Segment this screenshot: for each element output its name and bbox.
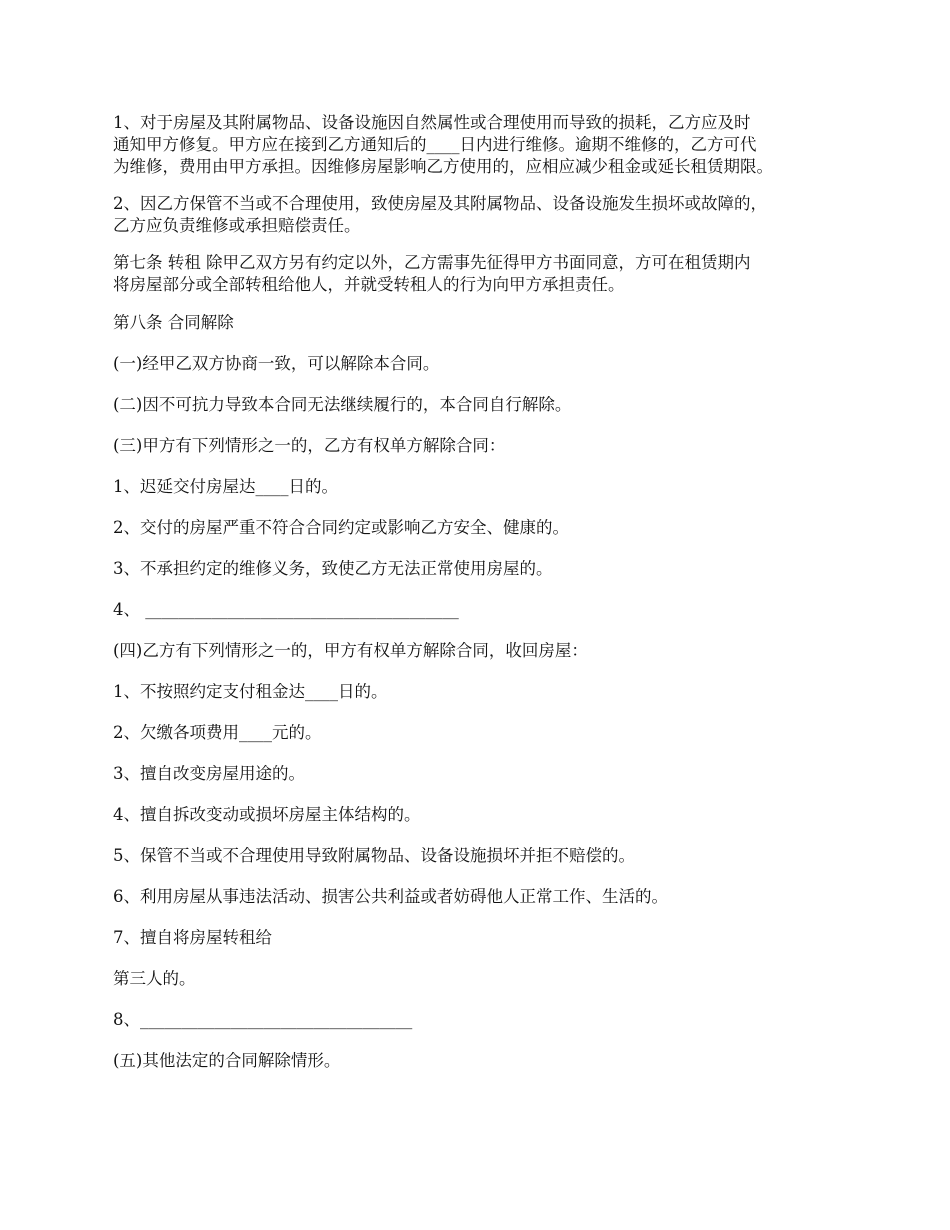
list-item-continuation: 第三人的。	[113, 969, 196, 988]
article-8-heading: 第八条 合同解除	[113, 313, 234, 332]
termination-item: (一)经甲乙双方协商一致，可以解除本合同。	[113, 354, 440, 373]
text-line: 通知甲方修复。甲方应在接到乙方通知后的____日内进行维修。逾期不维修的，乙方可代	[113, 135, 757, 154]
termination-item: (四)乙方有下列情形之一的，甲方有权单方解除合同，收回房屋：	[113, 641, 588, 660]
list-item-blank: 8、_________________________________	[113, 1010, 413, 1029]
list-item: 2、交付的房屋严重不符合合同约定或影响乙方安全、健康的。	[113, 518, 569, 537]
list-item: 5、保管不当或不合理使用导致附属物品、设备设施损坏并拒不赔偿的。	[113, 846, 635, 865]
list-item: 6、利用房屋从事违法活动、损害公共利益或者妨碍他人正常工作、生活的。	[113, 887, 668, 906]
list-item-blank: 4、 ______________________________________	[113, 600, 459, 619]
list-item: 4、擅自拆改变动或损坏房屋主体结构的。	[113, 805, 421, 824]
termination-item: (二)因不可抗力导致本合同无法继续履行的，本合同自行解除。	[113, 395, 572, 414]
clause-repair-paragraph	[113, 112, 853, 178]
clause-damage-paragraph	[113, 193, 853, 237]
text-line: 将房屋部分或全部转租给他人，并就受转租人的行为向甲方承担责任。	[113, 275, 625, 294]
text-line: 2、因乙方保管不当或不合理使用，致使房屋及其附属物品、设备设施发生损坏或故障的，	[113, 194, 767, 213]
list-item: 1、迟延交付房屋达____日的。	[113, 477, 338, 496]
termination-item: (五)其他法定的合同解除情形。	[113, 1051, 341, 1070]
text-line: 乙方应负责维修或承担赔偿责任。	[113, 216, 361, 235]
termination-item: (三)甲方有下列情形之一的，乙方有权单方解除合同：	[113, 436, 506, 455]
list-item: 3、擅自改变房屋用途的。	[113, 764, 305, 783]
list-item: 3、不承担约定的维修义务，致使乙方无法正常使用房屋的。	[113, 559, 553, 578]
text-line: 第七条 转租 除甲乙双方另有约定以外，乙方需事先征得甲方书面同意，方可在租赁期内	[113, 253, 751, 272]
list-item: 2、欠缴各项费用____元的。	[113, 723, 322, 742]
text-line: 为维修，费用由甲方承担。因维修房屋影响乙方使用的，应相应减少租金或延长租赁期限。	[113, 157, 773, 176]
document-body	[113, 112, 853, 1090]
article-7-sublease-paragraph	[113, 252, 853, 296]
list-item: 7、擅自将房屋转租给	[113, 928, 272, 947]
list-item: 1、不按照约定支付租金达____日的。	[113, 682, 388, 701]
text-line: 1、对于房屋及其附属物品、设备设施因自然属性或合理使用而导致的损耗，乙方应及时	[113, 113, 751, 132]
